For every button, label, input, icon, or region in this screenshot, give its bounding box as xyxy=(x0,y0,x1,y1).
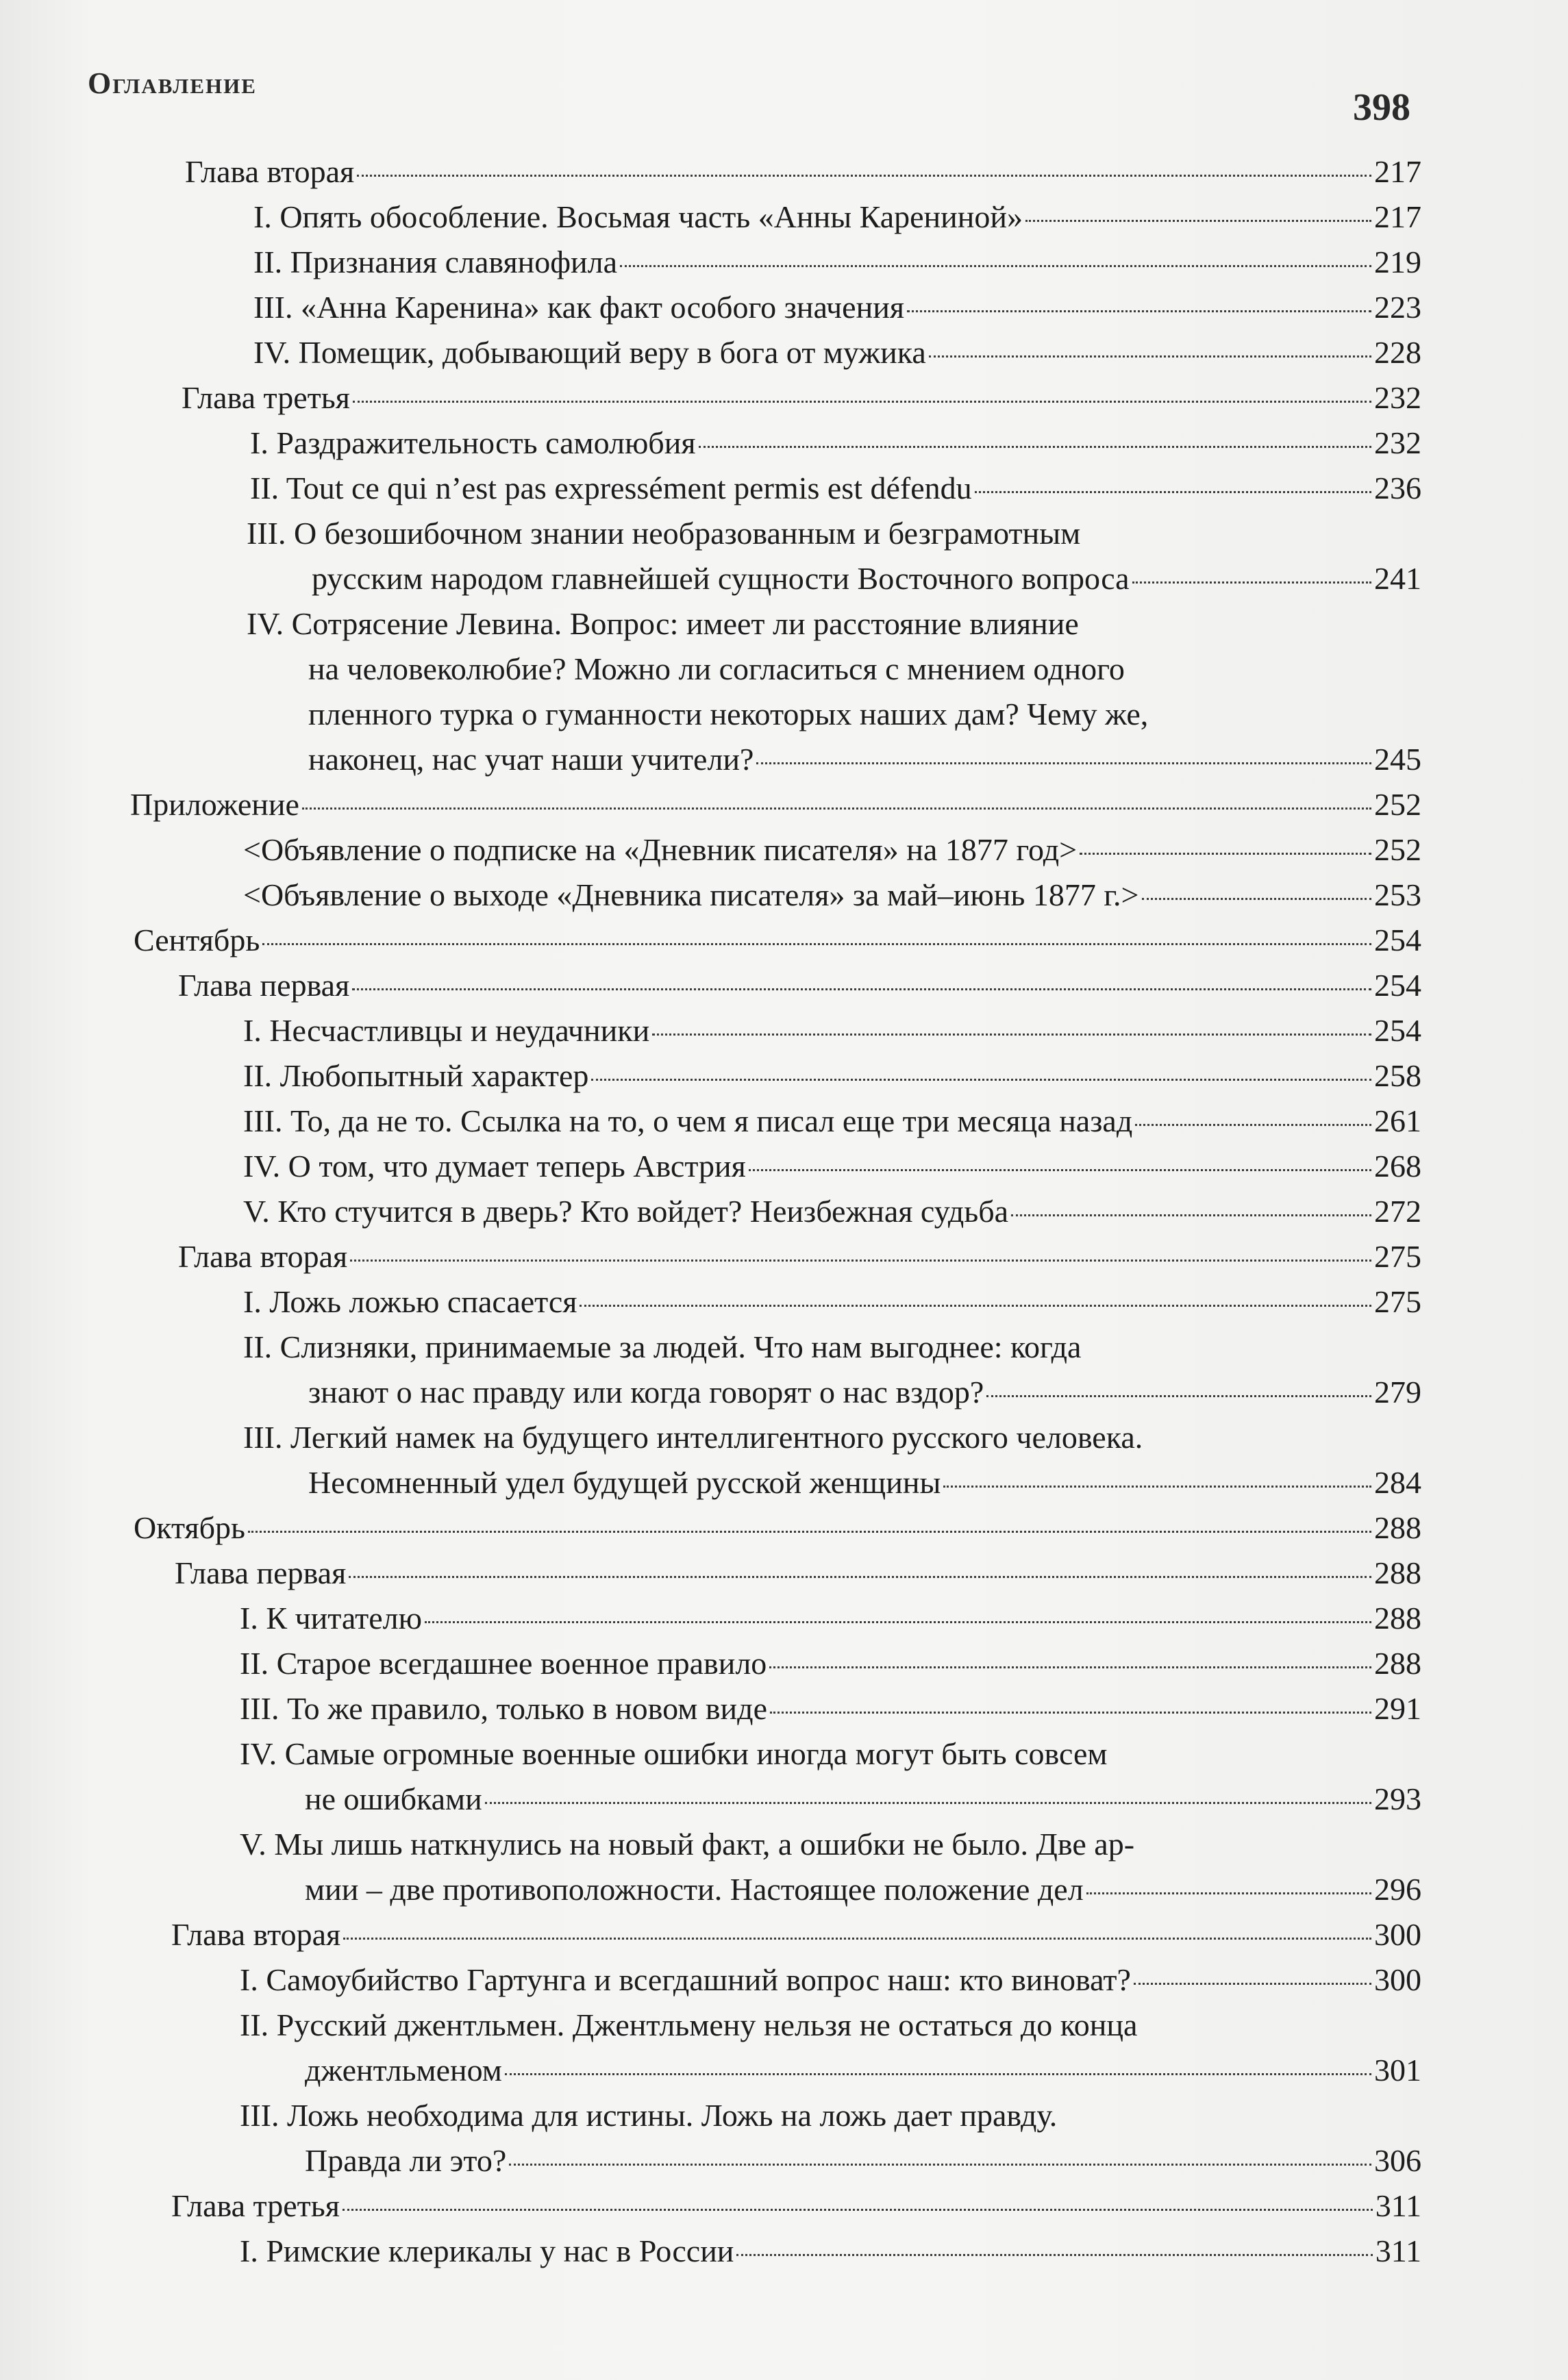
toc-entry-row xyxy=(185,149,1421,195)
toc-entry xyxy=(134,1505,1421,1551)
toc-page-number: 293 xyxy=(1374,1781,1421,1816)
toc-entry xyxy=(240,1822,1421,1912)
toc-page-number: 301 xyxy=(1374,2053,1421,2088)
toc-entry-text: джентльменом xyxy=(305,2053,502,2088)
toc-entry-row xyxy=(305,2138,1421,2183)
toc-page-number: 232 xyxy=(1374,425,1421,460)
toc-page-number: 236 xyxy=(1374,471,1421,505)
toc-entry-row xyxy=(253,195,1421,240)
page-number: 398 xyxy=(1353,86,1410,129)
toc-entry-row xyxy=(243,1189,1421,1234)
dot-leader xyxy=(1025,199,1371,222)
toc-entry-row xyxy=(312,556,1421,601)
dot-leader xyxy=(349,1555,1371,1578)
toc-entry-row xyxy=(253,330,1421,375)
toc-entry-row xyxy=(243,1008,1421,1053)
dot-leader xyxy=(620,245,1371,267)
toc-entry-text: II. Tout ce qui n’est pas expressément permis est défendu xyxy=(250,471,972,505)
dot-leader xyxy=(1011,1194,1371,1216)
toc-entry-text: IV. О том, что думает теперь Австрия xyxy=(243,1149,746,1183)
dot-leader xyxy=(1086,1872,1371,1894)
toc-entry xyxy=(243,1325,1421,1415)
toc-entry-text: наконец, нас учат наши учители? xyxy=(308,742,754,777)
toc-entry-text: III. О безошибочном знании необразованным и безграмотным xyxy=(247,516,1081,551)
toc-entry-text: Глава третья xyxy=(171,2188,340,2223)
toc-entry-text: V. Кто стучится в дверь? Кто войдет? Неизбежная судьба xyxy=(243,1194,1009,1229)
toc-page-number: 223 xyxy=(1374,290,1421,325)
dot-leader xyxy=(353,380,1371,403)
toc-entry xyxy=(243,1189,1421,1234)
dot-leader xyxy=(302,787,1371,810)
toc-entry xyxy=(175,1551,1421,1596)
toc-entry-text: Глава первая xyxy=(175,1555,347,1590)
toc-entry xyxy=(243,1008,1421,1053)
toc-entry-row xyxy=(240,2229,1421,2274)
dot-leader xyxy=(975,471,1371,493)
toc-entry xyxy=(178,1234,1421,1279)
toc-entry-text: русским народом главнейшей сущности Восточного вопроса xyxy=(312,561,1130,596)
toc-page-number: 258 xyxy=(1374,1058,1421,1093)
dot-leader xyxy=(350,1239,1371,1262)
dot-leader xyxy=(652,1013,1371,1036)
toc-entry-text: I. Римские клерикалы у нас в России xyxy=(240,2233,734,2268)
toc-entry-row xyxy=(308,1460,1421,1505)
toc-entry xyxy=(185,149,1421,195)
toc-entry-text: II. Слизняки, принимаемые за людей. Что нам выгоднее: когда xyxy=(243,1329,1082,1364)
toc-entry-text: III. То, да не то. Ссылка на то, о чем я писал еще три месяца назад xyxy=(243,1103,1133,1138)
toc-entry xyxy=(240,1686,1421,1731)
toc-entry-text: I. К читателю xyxy=(240,1601,422,1636)
toc-entry-row xyxy=(243,827,1421,873)
toc-entry xyxy=(178,963,1421,1008)
toc-entry xyxy=(243,1144,1421,1189)
toc-page-number: 288 xyxy=(1374,1555,1421,1590)
toc-entry-row xyxy=(171,1912,1421,1957)
toc-page-number: 252 xyxy=(1374,787,1421,822)
toc-page-number: 252 xyxy=(1374,832,1421,867)
toc-entry-text: <Объявление о выходе «Дневника писателя» за май–июнь 1877 г.> xyxy=(243,877,1139,912)
toc-entry-text: Глава вторая xyxy=(171,1917,341,1952)
toc-entry-text: V. Мы лишь наткнулись на новый факт, а ошибки не было. Две ар- xyxy=(240,1827,1135,1862)
toc-entry-row xyxy=(243,1144,1421,1189)
dot-leader xyxy=(769,1646,1371,1668)
dot-leader xyxy=(248,1510,1371,1533)
toc-page-number: 284 xyxy=(1374,1465,1421,1500)
dot-leader xyxy=(343,1917,1371,1940)
toc-page-number: 288 xyxy=(1374,1646,1421,1681)
toc-entry xyxy=(240,2003,1421,2093)
toc-entry-text: Глава вторая xyxy=(185,154,355,189)
toc-entry-row xyxy=(171,2183,1421,2229)
toc-page-number: 279 xyxy=(1374,1375,1421,1410)
toc-entry-text: III. То же правило, только в новом виде xyxy=(240,1691,767,1726)
toc-page-number: 291 xyxy=(1374,1691,1421,1726)
toc-entry-text: Глава вторая xyxy=(178,1239,348,1274)
toc-entry-text: I. Раздражительность самолюбия xyxy=(250,425,696,460)
toc-entry xyxy=(243,1099,1421,1144)
toc-page-number: 232 xyxy=(1374,380,1421,415)
toc-entry-row xyxy=(305,1777,1421,1822)
dot-leader xyxy=(1135,1103,1371,1126)
dot-leader xyxy=(509,2143,1371,2166)
toc-entry xyxy=(240,2229,1421,2274)
toc-entry-text: II. Старое всегдашнее военное правило xyxy=(240,1646,767,1681)
toc-entry-row xyxy=(243,873,1421,918)
toc-entry-text: II. Русский джентльмен. Джентльмену нельзя не остаться до конца xyxy=(240,2007,1138,2042)
toc-entry-text: Глава первая xyxy=(178,968,350,1003)
toc-entry-row xyxy=(134,1505,1421,1551)
toc-entry-text: IV. Помещик, добывающий веру в бога от мужика xyxy=(253,335,926,370)
toc-page-number: 217 xyxy=(1374,199,1421,234)
toc-entry xyxy=(130,782,1421,827)
toc-page-number: 254 xyxy=(1374,968,1421,1003)
toc-entry xyxy=(240,1641,1421,1686)
toc-entry-text: I. Ложь ложью спасается xyxy=(243,1284,577,1319)
toc-entry-row xyxy=(253,285,1421,330)
toc-entry-row xyxy=(240,1686,1421,1731)
dot-leader xyxy=(736,2233,1372,2256)
toc-page-number: 311 xyxy=(1375,2233,1421,2268)
running-head: Оглавление xyxy=(88,66,257,100)
toc-entry-row xyxy=(243,1099,1421,1144)
toc-entry-row xyxy=(305,1867,1421,1912)
toc-entry xyxy=(253,330,1421,375)
toc-page-number: 311 xyxy=(1375,2188,1421,2223)
toc-page-number: 245 xyxy=(1374,742,1421,777)
toc-entry-row xyxy=(240,1641,1421,1686)
toc-page-number: 300 xyxy=(1374,1917,1421,1952)
toc-page-number: 306 xyxy=(1374,2143,1421,2178)
dot-leader xyxy=(425,1601,1371,1623)
toc-entry-text: Октябрь xyxy=(134,1510,245,1545)
dot-leader xyxy=(1080,832,1371,855)
dot-leader xyxy=(943,1465,1371,1488)
dot-leader xyxy=(262,923,1371,945)
toc-entry-row xyxy=(308,737,1421,782)
toc-page-number: 288 xyxy=(1374,1510,1421,1545)
dot-leader xyxy=(343,2188,1373,2211)
toc-page-number: 300 xyxy=(1374,1962,1421,1997)
toc-entry xyxy=(243,827,1421,873)
dot-leader xyxy=(699,425,1372,448)
toc-page-number: 253 xyxy=(1374,877,1421,912)
toc-entry-row xyxy=(178,1234,1421,1279)
toc-page-number: 296 xyxy=(1374,1872,1421,1907)
dot-leader xyxy=(505,2053,1371,2075)
toc-entry-text: IV. Сотрясение Левина. Вопрос: имеет ли расстояние влияние xyxy=(247,606,1079,641)
toc-entry-text: Глава третья xyxy=(182,380,350,415)
toc-entry-row xyxy=(305,2048,1421,2093)
toc-entry xyxy=(250,421,1421,466)
toc-entry-text: II. Любопытный характер xyxy=(243,1058,589,1093)
toc-entry-text: на человеколюбие? Можно ли согласиться с мнением одного xyxy=(308,651,1125,686)
toc-entry-row xyxy=(240,1957,1421,2003)
toc-entry xyxy=(240,1731,1421,1822)
toc-entry-row xyxy=(175,1551,1421,1596)
toc-entry xyxy=(247,601,1421,782)
toc-page-number: 254 xyxy=(1374,923,1421,957)
toc-entry xyxy=(243,873,1421,918)
toc-entry xyxy=(182,375,1421,421)
toc-entry xyxy=(253,285,1421,330)
toc-entry-row xyxy=(250,466,1421,511)
toc-entry-text: IV. Самые огромные военные ошибки иногда могут быть совсем xyxy=(240,1736,1108,1771)
toc-entry xyxy=(134,918,1421,963)
dot-leader xyxy=(756,742,1371,764)
toc-entry-text: не ошибками xyxy=(305,1781,482,1816)
toc-entry xyxy=(240,2093,1421,2183)
dot-leader xyxy=(770,1691,1371,1714)
dot-leader xyxy=(591,1058,1371,1081)
toc-entry xyxy=(171,1912,1421,1957)
toc-entry-row xyxy=(240,1596,1421,1641)
toc-entry xyxy=(240,1596,1421,1641)
toc-entry-row xyxy=(243,1279,1421,1325)
dot-leader xyxy=(357,154,1371,177)
toc-entry-text: III. Ложь необходима для истины. Ложь на ложь дает правду. xyxy=(240,2098,1058,2133)
toc-page-number: 275 xyxy=(1374,1239,1421,1274)
toc-page-number: 275 xyxy=(1374,1284,1421,1319)
toc-page-number: 217 xyxy=(1374,154,1421,189)
toc-entry xyxy=(243,1279,1421,1325)
toc-entry xyxy=(171,2183,1421,2229)
toc-entry-text: Правда ли это? xyxy=(305,2143,507,2178)
toc-page-number: 261 xyxy=(1374,1103,1421,1138)
toc-entry-row xyxy=(308,1370,1421,1415)
toc-entry-text: I. Опять обособление. Восьмая часть «Анны Карениной» xyxy=(253,199,1023,234)
toc-entry-row xyxy=(243,1053,1421,1099)
dot-leader xyxy=(485,1781,1371,1804)
toc-entry xyxy=(240,1957,1421,2003)
toc-entry-text: Приложение xyxy=(130,787,299,822)
toc-entry-text: <Объявление о подписке на «Дневник писателя» на 1877 год> xyxy=(243,832,1078,867)
dot-leader xyxy=(749,1149,1371,1171)
toc-entry xyxy=(247,511,1421,601)
toc-entry-text: Сентябрь xyxy=(134,923,260,957)
toc-page-number: 254 xyxy=(1374,1013,1421,1048)
toc-entry xyxy=(243,1053,1421,1099)
toc-entry-text: III. «Анна Каренина» как факт особого значения xyxy=(253,290,904,325)
dot-leader xyxy=(1134,1962,1371,1985)
toc-page-number: 241 xyxy=(1374,561,1421,596)
toc-entry-row xyxy=(250,421,1421,466)
toc-entry-row xyxy=(182,375,1421,421)
toc-entry-text: знают о нас правду или когда говорят о нас вздор? xyxy=(308,1375,984,1410)
toc-entry-text: I. Самоубийство Гартунга и всегдашний вопрос наш: кто виноват? xyxy=(240,1962,1131,1997)
toc-page-number: 288 xyxy=(1374,1601,1421,1636)
dot-leader xyxy=(907,290,1371,312)
dot-leader xyxy=(986,1375,1371,1397)
toc-entry-text: I. Несчастливцы и неудачники xyxy=(243,1013,650,1048)
toc-entry xyxy=(250,466,1421,511)
toc-entry xyxy=(253,240,1421,285)
dot-leader xyxy=(352,968,1371,990)
toc-entry-row xyxy=(134,918,1421,963)
toc-entry-row xyxy=(130,782,1421,827)
toc-entry-text: III. Легкий намек на будущего интеллигентного русского человека. xyxy=(243,1420,1143,1455)
toc-entry-row xyxy=(178,963,1421,1008)
toc-entry xyxy=(253,195,1421,240)
toc-page-number: 272 xyxy=(1374,1194,1421,1229)
dot-leader xyxy=(580,1284,1371,1307)
dot-leader xyxy=(1142,877,1372,900)
toc-entry-text: пленного турка о гуманности некоторых наших дам? Чему же, xyxy=(308,697,1149,731)
toc-entry xyxy=(243,1415,1421,1505)
toc-entry-text: мии – две противоположности. Настоящее положение дел xyxy=(305,1872,1084,1907)
toc-entry-row xyxy=(253,240,1421,285)
toc-entry-text: Несомненный удел будущей русской женщины xyxy=(308,1465,941,1500)
toc-page-number: 268 xyxy=(1374,1149,1421,1183)
toc-page-number: 219 xyxy=(1374,245,1421,279)
toc-page-number: 228 xyxy=(1374,335,1421,370)
dot-leader xyxy=(929,335,1371,358)
dot-leader xyxy=(1132,561,1371,584)
toc-entry-text: II. Признания славянофила xyxy=(253,245,618,279)
